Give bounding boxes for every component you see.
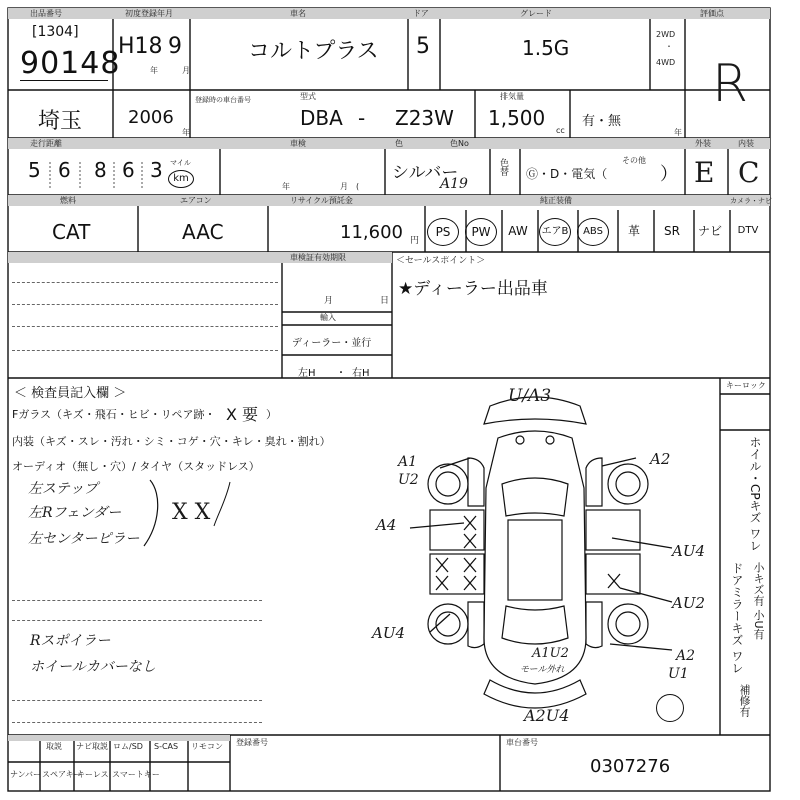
fuel-type: CAT: [52, 220, 91, 244]
header-band-footer: [8, 735, 230, 741]
first-reg-month: 9: [168, 34, 182, 59]
first-reg-year: 2006: [128, 107, 174, 128]
handle-separator: ・: [336, 368, 346, 379]
dotted-line: [12, 326, 278, 327]
color-name: シルバー: [392, 163, 459, 183]
sales-point-label: ＜セールスポイント＞: [396, 256, 486, 266]
label-color-no: 色No: [450, 139, 469, 148]
equipment-item: PS: [427, 218, 459, 246]
footer-cell: ロム/SD: [113, 742, 143, 751]
dotted-line: [12, 700, 262, 701]
hand-note: 左ステップ: [28, 481, 98, 497]
label-first-reg: 初度登録年月: [125, 9, 173, 18]
diagram-mark: U2: [398, 472, 419, 488]
hand-note: 左Rフェンダー: [28, 505, 122, 521]
hand-note: 左センターピラー: [28, 531, 140, 547]
mileage-digit: 6: [122, 158, 135, 182]
diagram-mark: AU4: [672, 542, 706, 560]
fuel-close-paren: ）: [660, 164, 678, 185]
equipment-item: 革: [627, 224, 640, 238]
drive-dot: ・: [665, 42, 673, 51]
model-dash: -: [358, 106, 366, 130]
label-camera: カメラ・ナビ: [730, 197, 772, 205]
sales-point-text: ★ディーラー出品車: [398, 279, 548, 299]
diagram-mark: U1: [668, 666, 689, 682]
equipment-item: ABS: [577, 218, 609, 246]
color-code: A19: [440, 176, 468, 192]
label-month-r3: 月: [340, 182, 348, 191]
label-cc: cc: [556, 126, 565, 135]
label-fuel: 燃料: [60, 196, 76, 205]
footer-cell: キーレス: [77, 770, 109, 779]
vertical-note: ドアミラーキズ ワレ: [730, 562, 744, 674]
label-displacement: 排気量: [500, 92, 524, 101]
lot-code: [1304]: [32, 24, 79, 40]
label-inner: 内装: [738, 139, 754, 148]
label-import: 輸入: [320, 313, 336, 322]
dotted-line: [12, 722, 262, 723]
header-band-row1: [8, 8, 770, 19]
inspector-line1: Fガラス（キズ・飛石・ヒビ・リペア跡・: [12, 408, 216, 421]
inspector-line2: 内装（キズ・スレ・汚れ・シミ・コゲ・穴・キレ・臭れ・割れ）: [12, 435, 331, 448]
label-car-name: 車名: [290, 9, 306, 18]
label-equipment: 純正装備: [540, 196, 572, 205]
right-handle: 右H: [352, 368, 370, 379]
equipment-item: PW: [465, 218, 497, 246]
equipment-item: ナビ: [697, 224, 722, 238]
mileage-unit-mile: マイル: [170, 159, 191, 167]
label-keylock: キーロック: [726, 381, 766, 390]
diagram-mark: A4: [376, 516, 397, 534]
footer-cell: S-CAS: [154, 742, 179, 751]
label-grade: グレード: [520, 9, 552, 18]
car-grade: 1.5G: [522, 36, 570, 60]
score-r: R: [712, 54, 749, 114]
label-recycle: リサイクル預託金: [290, 196, 353, 205]
label-model: 型式: [300, 92, 316, 101]
dotted-line: [12, 620, 262, 621]
mileage-digit: 3: [150, 158, 163, 182]
header-band-row3: [8, 138, 770, 149]
label-year-r3: 年: [282, 182, 290, 191]
hand-note: ホイールカバーなし: [30, 659, 156, 675]
footer-cell: リモコン: [191, 742, 223, 751]
lot-number: 90148: [20, 46, 121, 81]
first-reg-era: H18: [118, 34, 163, 59]
equipment-row: [425, 210, 770, 252]
header-band-row4: [8, 195, 770, 206]
label-ac: エアコン: [180, 196, 212, 205]
paren-r3: (: [356, 182, 360, 191]
diagram-circle: [656, 694, 684, 722]
label-month-r5: 月: [324, 296, 334, 306]
label-registration-no: 登録番号: [236, 738, 268, 747]
diagram-mark: A2: [650, 450, 671, 468]
inspector-line1-mark: X 要: [226, 405, 259, 424]
label-frame-no: 車台番号: [506, 738, 538, 747]
inspector-line1-close: ）: [266, 408, 277, 421]
displacement: 1,500: [488, 106, 546, 130]
mileage-digit: 5: [28, 158, 41, 182]
diagram-mark: A2U4: [524, 706, 570, 725]
fuel-options: Ⓖ・D・電気（: [526, 167, 608, 181]
model-code: Z23W: [395, 106, 454, 130]
equipment-item: DTV: [737, 225, 759, 236]
dotted-line: [12, 282, 278, 283]
label-yen: 円: [410, 236, 420, 246]
label-lot-no: 出品番号: [30, 9, 62, 18]
footer-cell: ナビ取説: [76, 742, 108, 751]
dotted-line: [12, 350, 278, 351]
diagram-mark: AU2: [672, 594, 706, 612]
dealer-label: ディーラー・並行: [292, 338, 372, 349]
label-year-r1: 年: [150, 66, 158, 75]
color-change-text: 色替: [498, 158, 508, 176]
diagram-mark: AU4: [372, 624, 406, 642]
diagram-mark: A2: [676, 648, 696, 664]
diagram-mark: U/A3: [508, 386, 552, 406]
footer-cell: 取説: [46, 742, 62, 751]
inner-grade: C: [738, 156, 760, 189]
vertical-note: 小キズ有 小U有: [752, 562, 765, 640]
diagram-mark: モール外れ: [520, 665, 565, 675]
diagram-mark: A1U2: [532, 646, 569, 661]
label-exchange-note: 登録時の車台番号: [195, 96, 251, 104]
outer-grade: E: [694, 156, 715, 189]
label-expiry: 車検: [290, 139, 306, 148]
recycle-fee: 11,600: [340, 222, 403, 243]
label-outer: 外装: [695, 139, 711, 148]
mileage-digit: 6: [58, 158, 71, 182]
header-band-row5: [8, 252, 282, 263]
equipment-item: AW: [508, 224, 528, 238]
mileage-unit-km-circled: km: [168, 170, 194, 188]
hand-marks: X X: [172, 500, 211, 525]
label-month-r1: 月: [182, 66, 190, 75]
lot-region: 埼玉: [38, 109, 83, 134]
hand-note: Rスポイラー: [30, 633, 111, 649]
drive-2wd: 2WD: [656, 30, 676, 39]
car-doors: 5: [416, 34, 430, 59]
fuel-other: その他: [622, 156, 646, 165]
drive-4wd: 4WD: [656, 58, 676, 67]
model-prefix: DBA: [300, 106, 343, 130]
frame-number: 0307276: [590, 756, 671, 777]
bracket-stroke: [130, 474, 240, 554]
label-year-r2: 年: [182, 128, 190, 137]
dotted-line: [12, 600, 262, 601]
footer-cell: ナンバー: [10, 770, 42, 779]
car-damage-diagram: [380, 388, 700, 728]
dotted-line: [12, 304, 278, 305]
left-handle: 左H: [298, 368, 316, 379]
label-mileage: 走行距離: [30, 139, 62, 148]
footer-cell: スマートキー: [112, 770, 160, 779]
label-year-r2b: 年: [674, 128, 682, 137]
car-name: コルトプラス: [248, 39, 379, 64]
turbo: 有・無: [582, 114, 622, 129]
label-score: 評価点: [700, 9, 724, 18]
vertical-note: ホイル・CPキズ ワレ: [748, 436, 762, 552]
mileage-dotted-separators: [28, 162, 168, 192]
diagram-mark: A1: [398, 454, 418, 470]
inspector-line3: オーディオ（無し・穴）/ タイヤ（スタッドレス）: [12, 460, 260, 473]
equipment-item: SR: [664, 224, 680, 238]
color-change-label: [496, 158, 510, 176]
ac-type: AAC: [182, 220, 224, 244]
label-inspection-valid: 車検証有効期限: [290, 253, 346, 262]
equipment-item: エアB: [539, 218, 571, 246]
inspector-title: ＜ 検査員記入欄 ＞: [14, 386, 127, 401]
label-color: 色: [395, 139, 403, 148]
vertical-note: 補修有: [738, 684, 751, 717]
label-day-r5: 日: [380, 296, 390, 306]
lot-underline: [20, 80, 108, 81]
label-doors: ドア: [413, 9, 429, 18]
footer-cell: スペアキー: [42, 770, 82, 779]
mileage-digit: 8: [94, 158, 107, 182]
